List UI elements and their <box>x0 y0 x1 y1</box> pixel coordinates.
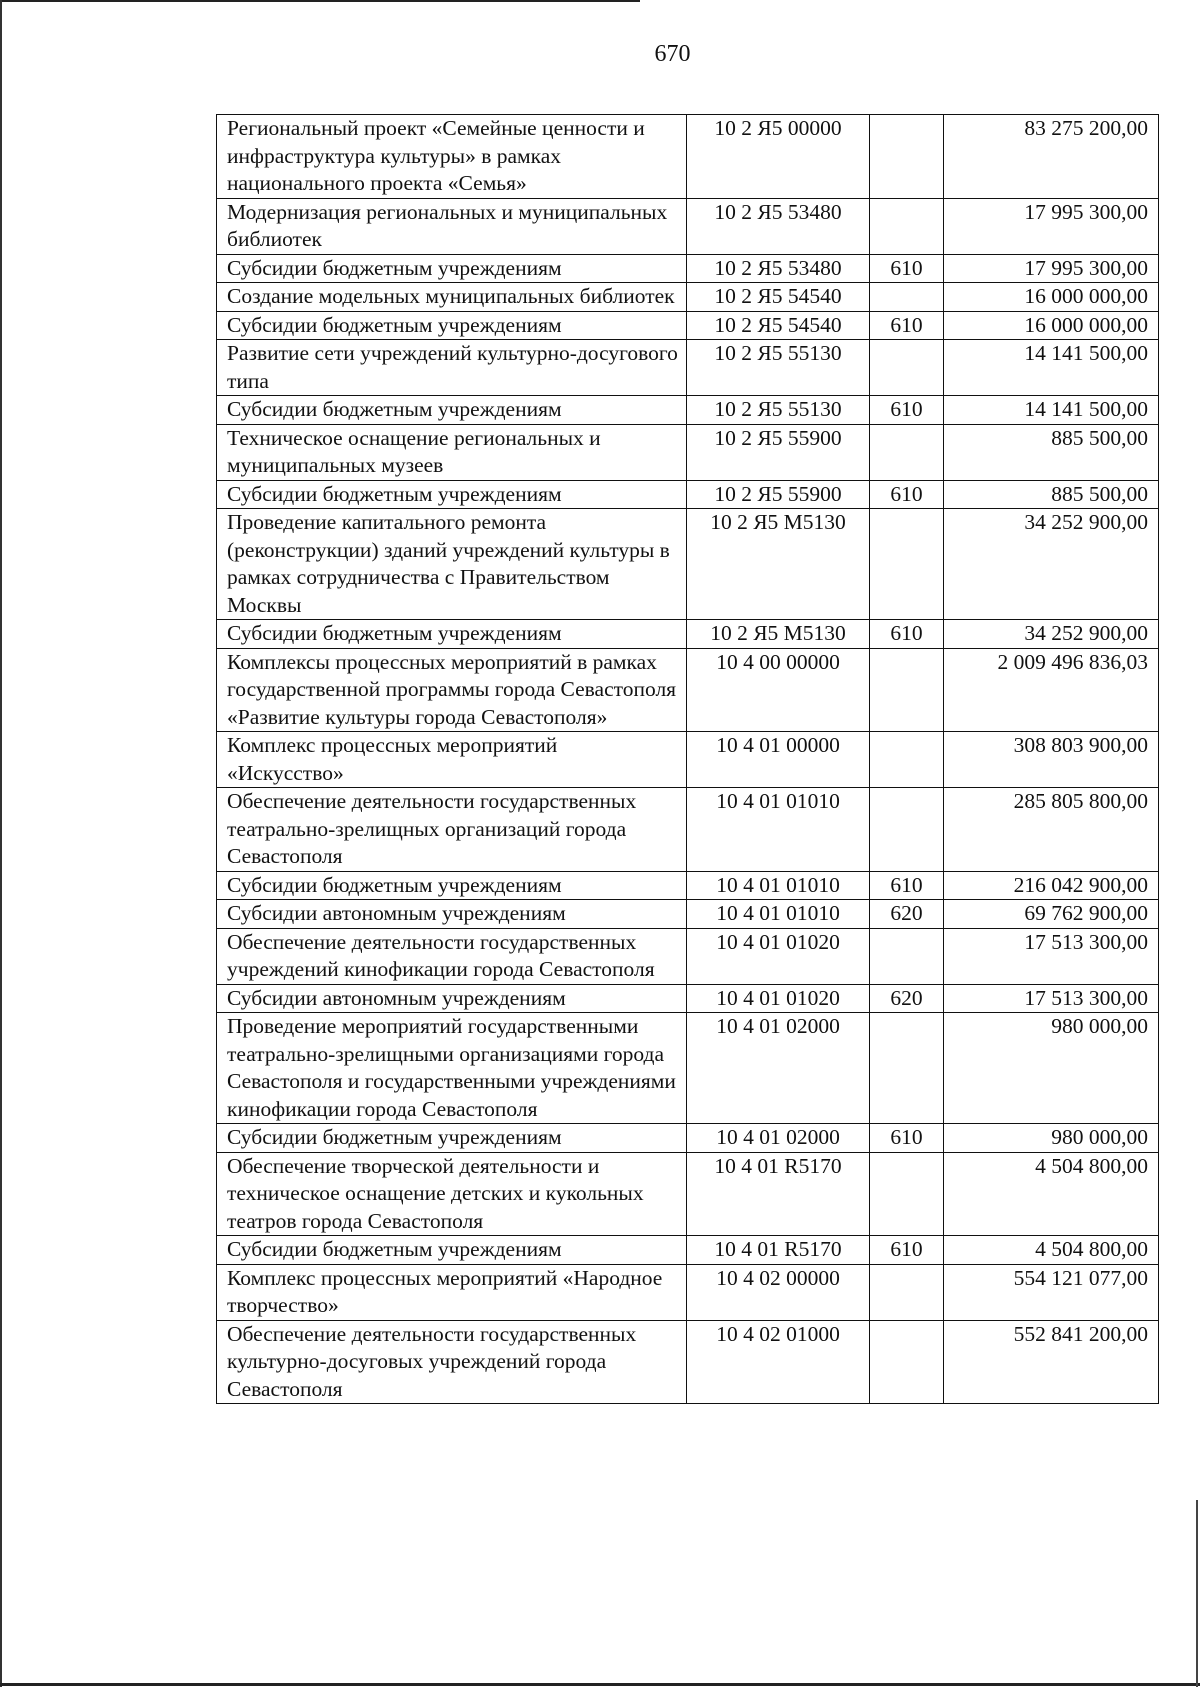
expense-type-cell <box>870 509 944 620</box>
amount-cell: 16 000 000,00 <box>944 311 1159 340</box>
table-row <box>217 648 1159 732</box>
target-code-cell: 10 4 01 R5170 <box>687 1152 870 1236</box>
table-row <box>217 871 1159 900</box>
amount-cell: 34 252 900,00 <box>944 620 1159 649</box>
target-code-cell: 10 4 00 00000 <box>687 648 870 732</box>
expense-type-cell <box>870 1264 944 1320</box>
amount-cell: 17 513 300,00 <box>944 928 1159 984</box>
item-name-cell: Субсидии бюджетным учреждениям <box>217 480 687 509</box>
item-name-cell: Субсидии бюджетным учреждениям <box>217 1124 687 1153</box>
table-row <box>217 424 1159 480</box>
table-row <box>217 1264 1159 1320</box>
table-row <box>217 1124 1159 1153</box>
target-code-cell: 10 2 Я5 М5130 <box>687 620 870 649</box>
item-name-cell: Проведение мероприятий государственными театрально-зрелищными организациями города Севастополя и государственными учреждениями кинофикации города Севастополя <box>217 1013 687 1124</box>
item-name-cell: Субсидии бюджетным учреждениям <box>217 620 687 649</box>
target-code-cell: 10 4 01 01020 <box>687 984 870 1013</box>
table-row <box>217 283 1159 312</box>
item-name-cell: Региональный проект «Семейные ценности и инфраструктура культуры» в рамках национального проекта «Семья» <box>217 115 687 199</box>
target-code-cell: 10 2 Я5 55130 <box>687 396 870 425</box>
expense-type-cell: 610 <box>870 396 944 425</box>
item-name-cell: Модернизация региональных и муниципальных библиотек <box>217 198 687 254</box>
amount-cell: 14 141 500,00 <box>944 396 1159 425</box>
expense-type-cell <box>870 1013 944 1124</box>
expense-type-cell <box>870 424 944 480</box>
expense-type-cell: 620 <box>870 900 944 929</box>
amount-cell: 16 000 000,00 <box>944 283 1159 312</box>
table-row <box>217 115 1159 199</box>
item-name-cell: Развитие сети учреждений культурно-досугового типа <box>217 340 687 396</box>
amount-cell: 14 141 500,00 <box>944 340 1159 396</box>
item-name-cell: Обеспечение творческой деятельности и техническое оснащение детских и кукольных театров города Севастополя <box>217 1152 687 1236</box>
amount-cell: 2 009 496 836,03 <box>944 648 1159 732</box>
expense-type-cell: 610 <box>870 311 944 340</box>
item-name-cell: Субсидии бюджетным учреждениям <box>217 871 687 900</box>
table-row <box>217 620 1159 649</box>
amount-cell: 554 121 077,00 <box>944 1264 1159 1320</box>
table-row <box>217 254 1159 283</box>
target-code-cell: 10 4 01 R5170 <box>687 1236 870 1265</box>
target-code-cell: 10 2 Я5 55900 <box>687 424 870 480</box>
amount-cell: 4 504 800,00 <box>944 1152 1159 1236</box>
target-code-cell: 10 4 01 01010 <box>687 871 870 900</box>
item-name-cell: Обеспечение деятельности государственных учреждений кинофикации города Севастополя <box>217 928 687 984</box>
table-row <box>217 1152 1159 1236</box>
target-code-cell: 10 4 01 01020 <box>687 928 870 984</box>
amount-cell: 285 805 800,00 <box>944 788 1159 872</box>
table-body <box>217 115 1159 1404</box>
target-code-cell: 10 2 Я5 00000 <box>687 115 870 199</box>
item-name-cell: Субсидии автономным учреждениям <box>217 984 687 1013</box>
expense-type-cell <box>870 115 944 199</box>
expense-type-cell: 620 <box>870 984 944 1013</box>
target-code-cell: 10 4 02 01000 <box>687 1320 870 1404</box>
table-row <box>217 340 1159 396</box>
target-code-cell: 10 2 Я5 53480 <box>687 254 870 283</box>
amount-cell: 34 252 900,00 <box>944 509 1159 620</box>
scan-border-left <box>0 0 2 1687</box>
item-name-cell: Техническое оснащение региональных и муниципальных музеев <box>217 424 687 480</box>
table-row <box>217 1320 1159 1404</box>
item-name-cell: Проведение капитального ремонта (реконструкции) зданий учреждений культуры в рамках сотрудничества с Правительством Москвы <box>217 509 687 620</box>
table-row <box>217 1236 1159 1265</box>
target-code-cell: 10 4 01 01010 <box>687 788 870 872</box>
item-name-cell: Субсидии бюджетным учреждениям <box>217 396 687 425</box>
table-row <box>217 198 1159 254</box>
table-row <box>217 788 1159 872</box>
table-row <box>217 984 1159 1013</box>
target-code-cell: 10 2 Я5 М5130 <box>687 509 870 620</box>
table-row <box>217 1013 1159 1124</box>
expense-type-cell: 610 <box>870 480 944 509</box>
target-code-cell: 10 2 Я5 54540 <box>687 311 870 340</box>
item-name-cell: Субсидии бюджетным учреждениям <box>217 311 687 340</box>
amount-cell: 980 000,00 <box>944 1013 1159 1124</box>
amount-cell: 69 762 900,00 <box>944 900 1159 929</box>
amount-cell: 308 803 900,00 <box>944 732 1159 788</box>
table-row <box>217 732 1159 788</box>
target-code-cell: 10 2 Я5 54540 <box>687 283 870 312</box>
expense-type-cell <box>870 928 944 984</box>
target-code-cell: 10 4 01 00000 <box>687 732 870 788</box>
target-code-cell: 10 4 01 02000 <box>687 1013 870 1124</box>
expense-type-cell: 610 <box>870 254 944 283</box>
expense-type-cell: 610 <box>870 871 944 900</box>
item-name-cell: Субсидии бюджетным учреждениям <box>217 1236 687 1265</box>
expense-type-cell <box>870 732 944 788</box>
target-code-cell: 10 2 Я5 55130 <box>687 340 870 396</box>
expense-type-cell <box>870 1320 944 1404</box>
amount-cell: 885 500,00 <box>944 480 1159 509</box>
item-name-cell: Обеспечение деятельности государственных культурно-досуговых учреждений города Севастополя <box>217 1320 687 1404</box>
amount-cell: 216 042 900,00 <box>944 871 1159 900</box>
amount-cell: 17 995 300,00 <box>944 254 1159 283</box>
target-code-cell: 10 4 02 00000 <box>687 1264 870 1320</box>
expense-type-cell <box>870 648 944 732</box>
amount-cell: 885 500,00 <box>944 424 1159 480</box>
expense-type-cell: 610 <box>870 620 944 649</box>
expense-type-cell <box>870 340 944 396</box>
amount-cell: 552 841 200,00 <box>944 1320 1159 1404</box>
item-name-cell: Субсидии бюджетным учреждениям <box>217 254 687 283</box>
amount-cell: 4 504 800,00 <box>944 1236 1159 1265</box>
amount-cell: 17 995 300,00 <box>944 198 1159 254</box>
table-row <box>217 928 1159 984</box>
scan-border-bottom <box>0 1683 1200 1686</box>
expense-type-cell <box>870 1152 944 1236</box>
item-name-cell: Комплекс процессных мероприятий «Народное творчество» <box>217 1264 687 1320</box>
item-name-cell: Обеспечение деятельности государственных театрально-зрелищных организаций города Севастополя <box>217 788 687 872</box>
budget-table <box>216 114 1159 1404</box>
target-code-cell: 10 4 01 01010 <box>687 900 870 929</box>
amount-cell: 17 513 300,00 <box>944 984 1159 1013</box>
table-row <box>217 480 1159 509</box>
amount-cell: 83 275 200,00 <box>944 115 1159 199</box>
item-name-cell: Комплексы процессных мероприятий в рамках государственной программы города Севастополя «Развитие культуры города Севастополя» <box>217 648 687 732</box>
item-name-cell: Субсидии автономным учреждениям <box>217 900 687 929</box>
table-row <box>217 900 1159 929</box>
page-number: 670 <box>654 41 691 67</box>
expense-type-cell <box>870 788 944 872</box>
scan-border-top <box>0 0 640 2</box>
item-name-cell: Комплекс процессных мероприятий «Искусство» <box>217 732 687 788</box>
table-row <box>217 311 1159 340</box>
amount-cell: 980 000,00 <box>944 1124 1159 1153</box>
expense-type-cell: 610 <box>870 1124 944 1153</box>
item-name-cell: Создание модельных муниципальных библиотек <box>217 283 687 312</box>
table-row <box>217 509 1159 620</box>
expense-type-cell <box>870 198 944 254</box>
scan-border-right <box>1196 1500 1198 1687</box>
expense-type-cell: 610 <box>870 1236 944 1265</box>
table-row <box>217 396 1159 425</box>
target-code-cell: 10 4 01 02000 <box>687 1124 870 1153</box>
target-code-cell: 10 2 Я5 55900 <box>687 480 870 509</box>
target-code-cell: 10 2 Я5 53480 <box>687 198 870 254</box>
expense-type-cell <box>870 283 944 312</box>
